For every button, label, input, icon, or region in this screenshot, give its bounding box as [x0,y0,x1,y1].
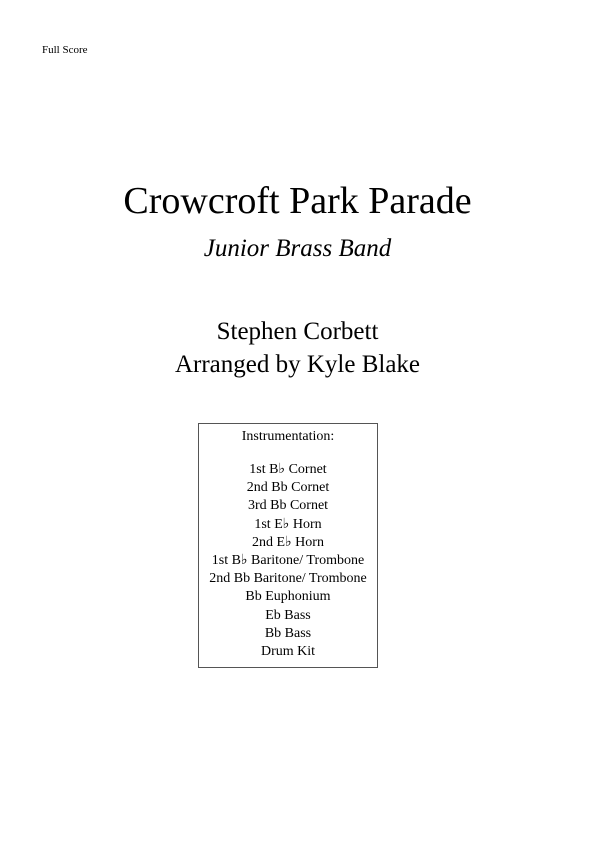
instrument-item: 1st B♭ Baritone/ Trombone [211,553,365,569]
instrumentation-box [198,423,378,668]
instrument-item: Bb Euphonium [245,589,331,605]
score-type-label: Full Score [42,44,88,56]
instrumentation-list [199,461,377,661]
instrument-item: 2nd Bb Cornet [246,480,330,496]
ensemble-subtitle: Junior Brass Band [203,235,392,262]
instrument-item: Drum Kit [260,644,316,660]
instrument-item: Eb Bass [265,607,311,623]
instrument-item: 3rd Bb Cornet [247,498,329,514]
arranger-credit: Arranged by Kyle Blake [174,351,421,378]
instrument-item: 2nd E♭ Horn [252,534,324,550]
instrument-item: 1st B♭ Cornet [249,462,327,477]
instrument-item: Bb Bass [264,625,312,641]
composer-name: Stephen Corbett [216,318,379,345]
instrumentation-heading: Instrumentation: [241,429,335,444]
instrument-item: 2nd Bb Baritone/ Trombone [209,571,367,587]
instrument-item: 1st E♭ Horn [254,516,322,532]
piece-title: Crowcroft Park Parade [123,180,472,222]
